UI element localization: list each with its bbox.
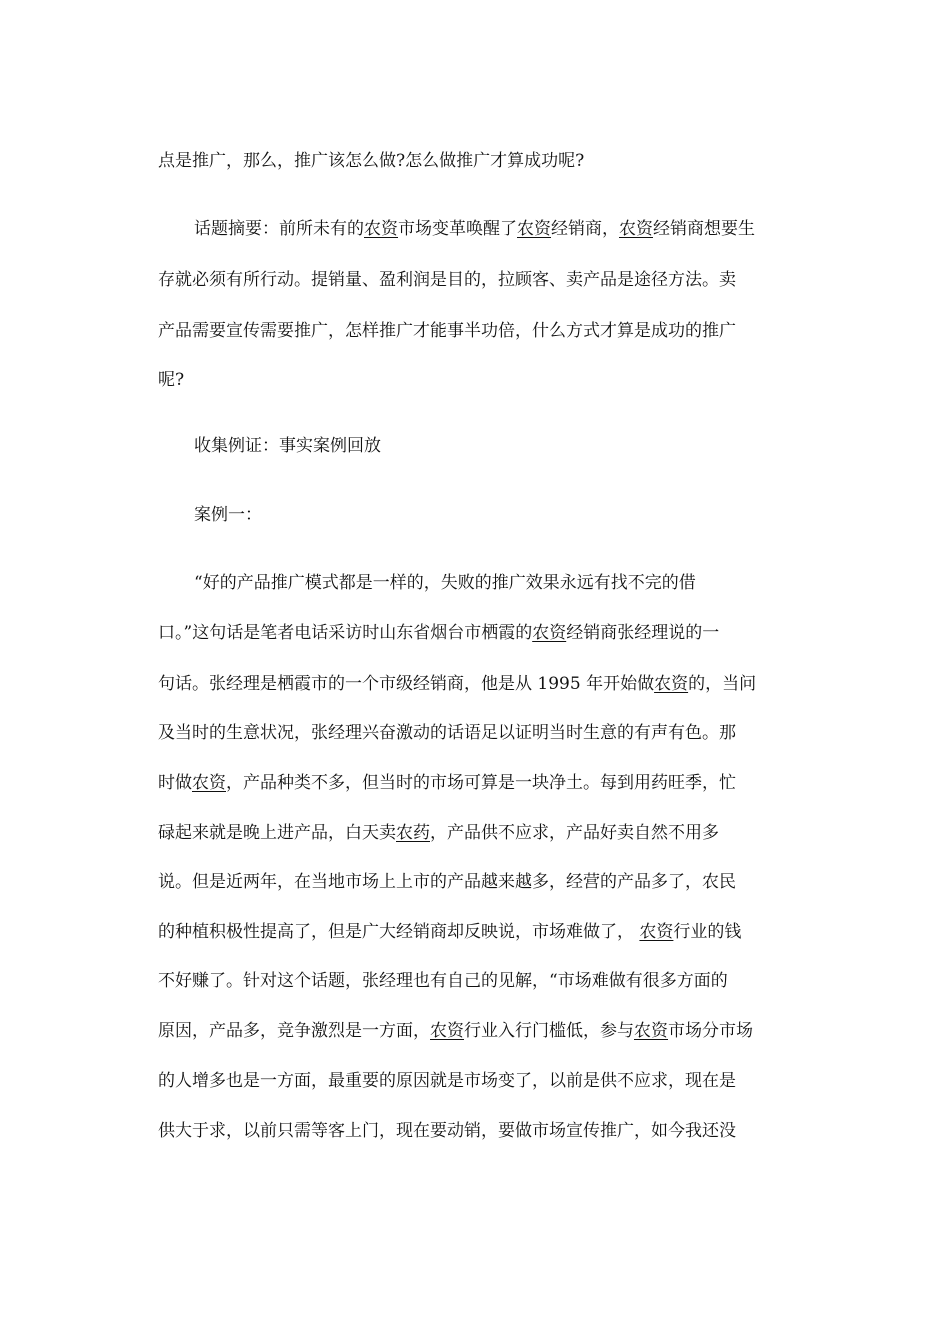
text-segment: 的，当问 (688, 674, 757, 694)
text-segment: 不好赚了。针对这个话题，张经理也有自己的见解，“市场难做有很多方面的 (158, 971, 728, 991)
underlined-term: 农资 (517, 219, 551, 239)
text-line (158, 318, 798, 344)
text-line (158, 720, 798, 746)
text-segment: 碌起来就是晚上进产品，白天卖 (158, 823, 396, 843)
text-segment: 句话。张经理是栖霞市的一个市级经销商，他是从 1995 年开始做 (158, 674, 655, 694)
text-segment: 口。”这句话是笔者电话采访时山东省烟台市栖霞的 (158, 623, 533, 643)
text-line (158, 1118, 798, 1144)
text-line (158, 1068, 798, 1094)
text-line (158, 919, 798, 945)
text-segment: 及当时的生意状况，张经理兴奋激动的话语足以证明当时生意的有声有色。那 (158, 723, 736, 743)
text-segment: 行业入行门槛低，参与 (464, 1021, 634, 1041)
text-segment: 呢? (158, 370, 185, 390)
text-segment: 的人增多也是一方面，最重要的原因就是市场变了，以前是供不应求，现在是 (158, 1071, 736, 1091)
text-segment: ，产品供不应求，产品好卖自然不用多 (430, 823, 719, 843)
text-line (158, 770, 798, 796)
text-segment: 话题摘要：前所未有的 (194, 219, 364, 239)
text-segment: 行业的钱 (673, 922, 742, 942)
text-segment: 收集例证：事实案例回放 (194, 436, 381, 456)
underlined-term: 农资 (532, 623, 567, 643)
underlined-term: 农资 (364, 219, 398, 239)
underlined-term: 农资 (639, 922, 674, 942)
underlined-term: 农资 (654, 674, 689, 694)
text-segment: 供大于求，以前只需等客上门，现在要动销，要做市场宣传推广，如今我还没 (158, 1121, 736, 1141)
text-line (194, 502, 834, 528)
text-segment: 经销商张经理说的一 (566, 623, 720, 643)
text-segment: 市场分市场 (668, 1021, 753, 1041)
underlined-term: 农资 (619, 219, 653, 239)
text-segment: 说。但是近两年，在当地市场上上市的产品越来越多，经营的产品多了，农民 (158, 872, 736, 892)
text-line (158, 620, 798, 646)
text-line (158, 1018, 798, 1044)
underlined-term: 农药 (396, 823, 430, 843)
text-line (158, 367, 798, 393)
text-line (194, 216, 834, 242)
text-segment: 市场变革唤醒了 (398, 219, 517, 239)
text-segment: “好的产品推广模式都是一样的，失败的推广效果永远有找不完的借 (194, 573, 696, 593)
text-line (158, 267, 798, 293)
text-line (158, 820, 798, 846)
underlined-term: 农资 (192, 773, 226, 793)
text-line (194, 433, 834, 459)
text-line (194, 570, 834, 596)
text-segment: 经销商， (551, 219, 619, 239)
text-segment: 存就必须有所行动。提销量、盈利润是目的，拉顾客、卖产品是途径方法。卖 (158, 270, 736, 290)
text-segment: 经销商想要生 (653, 219, 755, 239)
text-segment: ，产品种类不多，但当时的市场可算是一块净土。每到用药旺季，忙 (226, 773, 736, 793)
underlined-term: 农资 (634, 1021, 668, 1041)
text-line (158, 148, 798, 174)
text-segment: 案例一： (194, 505, 262, 525)
text-segment: 点是推广，那么，推广该怎么做?怎么做推广才算成功呢? (158, 151, 585, 171)
text-line (158, 869, 798, 895)
underlined-term: 农资 (430, 1021, 464, 1041)
text-line (158, 671, 798, 697)
text-segment: 原因，产品多，竞争激烈是一方面， (158, 1021, 430, 1041)
text-segment: 时做 (158, 773, 192, 793)
text-segment: 的种植积极性提高了，但是广大经销商却反映说，市场难做了， (158, 922, 640, 942)
text-segment: 产品需要宣传需要推广，怎样推广才能事半功倍，什么方式才算是成功的推广 (158, 321, 736, 341)
text-line (158, 968, 798, 994)
